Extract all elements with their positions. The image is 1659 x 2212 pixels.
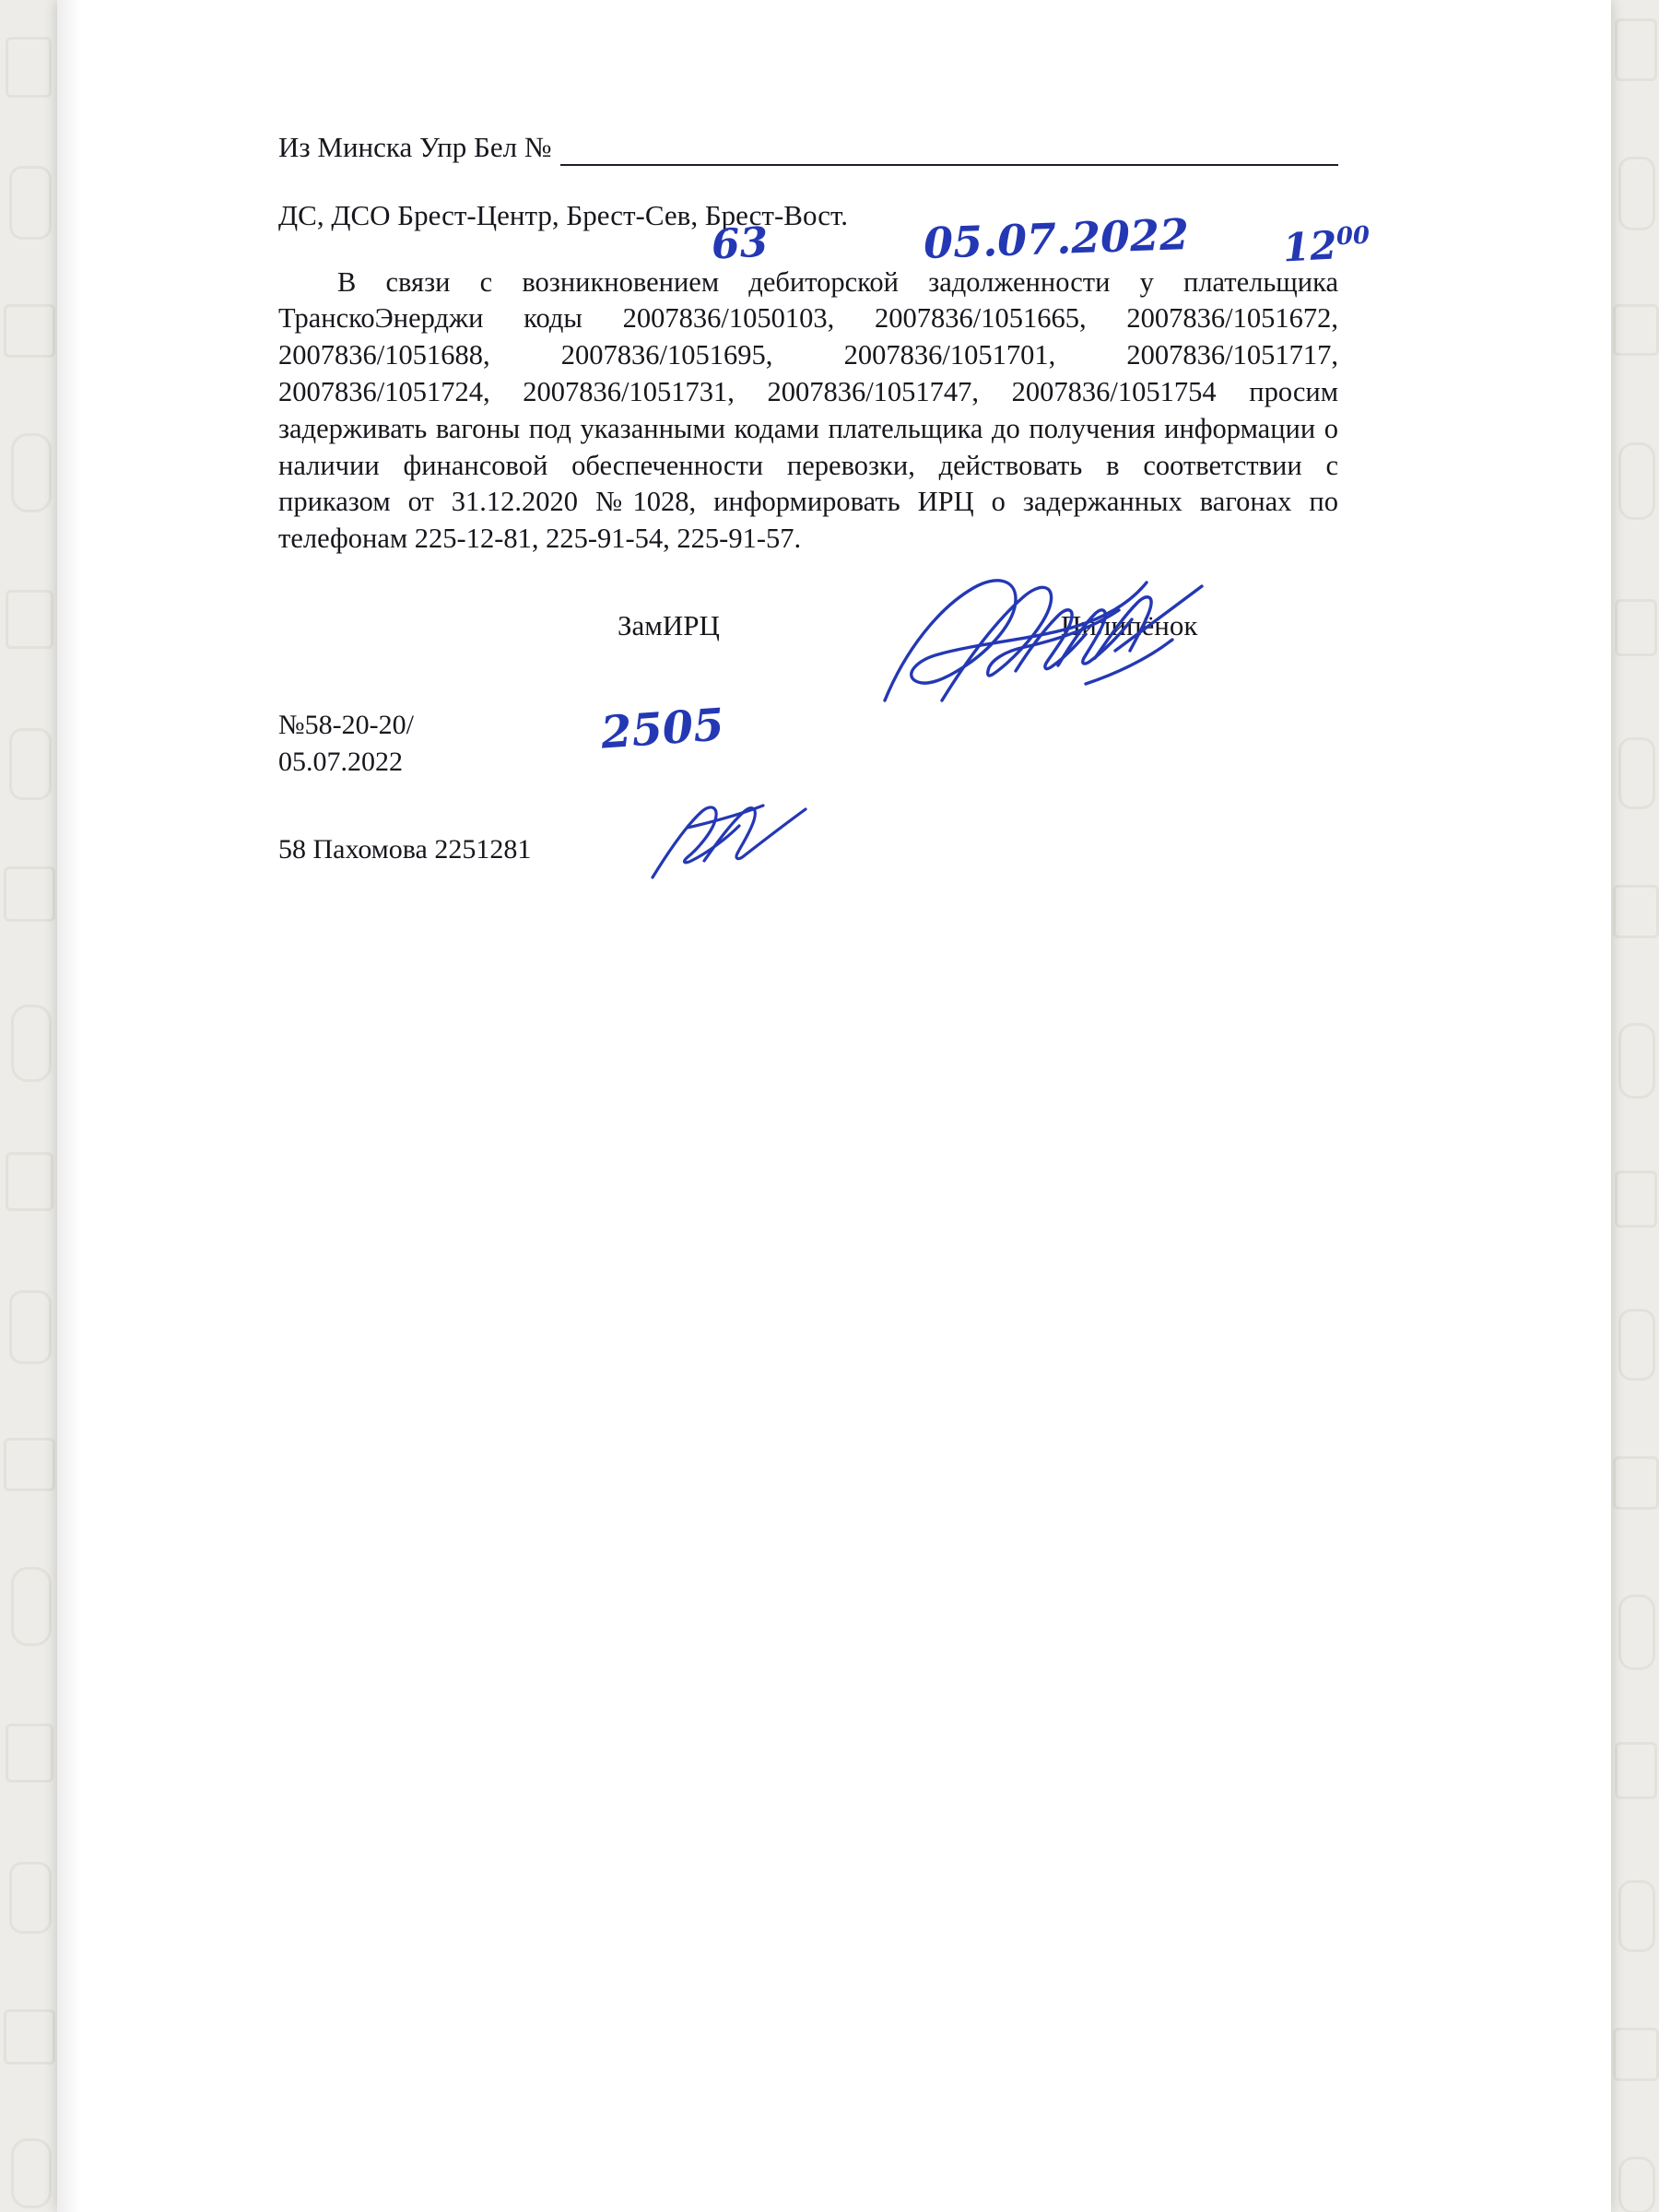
outgoing-number: №58-20-20/ (278, 709, 414, 740)
handwritten-time-hours: 12 (1281, 222, 1338, 271)
document-page (57, 0, 1611, 2212)
outgoing-number-block (278, 707, 1338, 780)
header-label: Из Минска Упр Бел № (278, 131, 552, 163)
wallpaper-pattern-left (0, 0, 57, 2212)
document-header-line (278, 129, 1338, 166)
document-content (278, 129, 1371, 867)
outgoing-date: 05.07.2022 (278, 746, 403, 777)
signature-row (278, 607, 1338, 674)
executor-line: 58 Пахомова 2251281 (278, 834, 532, 865)
handwritten-number: 63 (710, 218, 770, 269)
header-blank-rule (560, 136, 1338, 166)
wallpaper-pattern-right (1611, 0, 1659, 2212)
signatory-name: Пилипёнок (1060, 608, 1198, 641)
handwritten-time-minutes: 00 (1335, 221, 1371, 252)
signatory-position: ЗамИРЦ (618, 608, 720, 641)
handwritten-date: 05.07.2022 (923, 208, 1190, 269)
recipients-line: ДС, ДСО Брест-Центр, Брест-Сев, Брест-Вост. (278, 199, 848, 232)
handwritten-registration-number: 2505 (599, 699, 726, 759)
document-body-paragraph: В связи с возникновением дебиторской задолженности у плательщика ТранскоЭнерджи коды 2007836/1050103, 2007836/1051665, 2007836/1051672, 2007836/1051688, 2007836/1051695, 2007836/1051701, 2007836/1051717, 2007836/1051724, 2007836/1051731, 2007836/1051747, 2007836/1051754 просим задерживать вагоны под указанными кодами плательщика до получения информации о наличии финансовой обеспеченности перевозки, действовать в соответствии с приказом от 31.12.2020 №1028, информировать ИРЦ о задержанных вагонах по телефонам 225-12-81, 225-91-54, 225-91-57. (278, 265, 1338, 555)
